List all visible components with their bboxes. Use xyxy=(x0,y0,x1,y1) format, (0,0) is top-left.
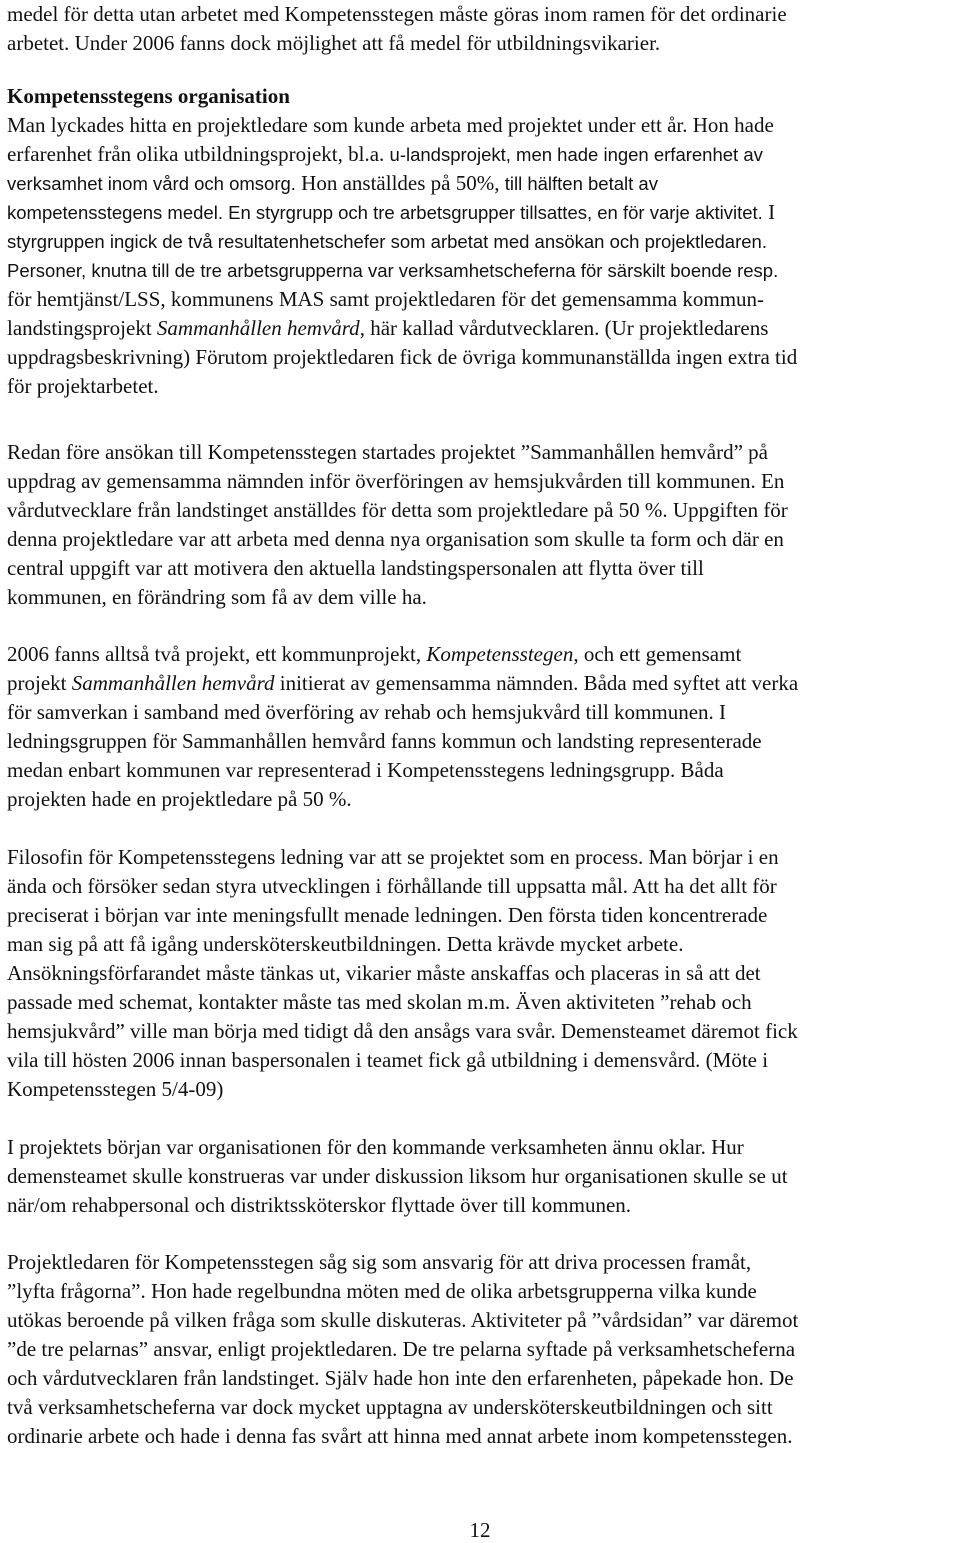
text-line: medan enbart kommunen var representerad i Kompetensstegens ledningsgrupp. Båda xyxy=(7,758,724,782)
text-line: ”de tre pelarnas” ansvar, enligt projektledaren. De tre pelarna syftade på verksamhetscheferna xyxy=(7,1337,796,1361)
text-line xyxy=(7,256,797,285)
paragraph-5 xyxy=(7,843,798,1104)
text-line xyxy=(7,169,797,198)
text-line: vårdutvecklare från landstinget anställdes för detta som projektledare på 50 %. Uppgiften för xyxy=(7,498,788,522)
text-line: Kompetensstegen 5/4-09) xyxy=(7,1077,224,1101)
text-line: Projektledaren för Kompetensstegen såg sig som ansvarig för att driva processen framåt, xyxy=(7,1250,752,1274)
paragraph-3 xyxy=(7,438,788,612)
text-line: för samverkan i samband med överföring av rehab och hemsjukvård till kommunen. I xyxy=(7,700,727,724)
text-line: uppdrag av gemensamma nämnden inför överföringen av hemsjukvården till kommunen. En xyxy=(7,469,785,493)
text-line: och vårdutvecklaren från landstinget. Själv hade hon inte den erfarenheten, påpekade hon. De xyxy=(7,1366,794,1390)
text-line: denna projektledare var att arbeta med denna nya organisation som skulle ta form och där en xyxy=(7,527,784,551)
text-line: för hemtjänst/LSS, kommunens MAS samt projektledaren för det gemensamma kommun- xyxy=(7,287,765,311)
text-line: man sig på att få igång undersköterskeutbildningen. Detta krävde mycket arbete. xyxy=(7,932,684,956)
text-line: arbetet. Under 2006 fanns dock möjlighet att få medel för utbildningsvikarier. xyxy=(7,31,661,55)
text-span: initierat av gemensamma nämnden. Båda med syftet att verka xyxy=(274,671,799,695)
text-span-sans: kompetensstegens medel. xyxy=(7,202,223,223)
text-line: medel för detta utan arbetet med Kompetensstegen måste göras inom ramen för det ordinarie xyxy=(7,2,787,26)
section-heading: Kompetensstegens organisation xyxy=(7,84,290,108)
text-line: passade med schemat, kontakter måste tas med skolan m.m. Även aktiviteten ”rehab och xyxy=(7,990,752,1014)
text-span-sans: Personer, knutna till de tre arbetsgrupperna var verksamhetscheferna för särskilt boende resp. xyxy=(7,260,779,281)
text-line: projekten hade en projektledare på 50 %. xyxy=(7,787,352,811)
italic-span: Sammanhållen hemvård xyxy=(71,671,275,695)
text-line: utökas beroende på vilken fråga som skulle diskuteras. Aktiviteter på ”vårdsidan” var däremot xyxy=(7,1308,799,1332)
text-span-sans: u-landsprojekt, men hade ingen erfarenhet av xyxy=(389,144,763,165)
paragraph-2 xyxy=(7,82,797,401)
text-line: uppdragsbeskrivning) Förutom projektledaren fick de övriga kommunanställda ingen extra tid xyxy=(7,345,798,369)
text-line xyxy=(7,314,797,343)
text-line xyxy=(7,669,798,698)
text-line: preciserat i början var inte meningsfullt menade ledningen. Den första tiden koncentrerade xyxy=(7,903,768,927)
paragraph-1 xyxy=(7,0,787,58)
text-span-sans: styrgruppen ingick de två resultatenhetschefer som arbetat med ansökan och projektledaren. xyxy=(7,231,767,252)
text-line xyxy=(7,640,798,669)
paragraph-7 xyxy=(7,1248,798,1451)
text-line: ordinarie arbete och hade i denna fas svårt att hinna med annat arbete inom kompetensstegen. xyxy=(7,1424,793,1448)
paragraph-6 xyxy=(7,1133,788,1220)
text-line: två verksamhetscheferna var dock mycket upptagna av undersköterskeutbildningen och sitt xyxy=(7,1395,773,1419)
italic-span: Sammanhållen hemvård xyxy=(156,316,360,340)
text-span: Hon anställdes på 50%, xyxy=(295,171,505,195)
text-line: kommunen, en förändring som få av dem ville ha. xyxy=(7,585,427,609)
text-span: , och ett gemensamt xyxy=(573,642,742,666)
text-line: Ansökningsförfarandet måste tänkas ut, vikarier måste anskaffas och placeras in så att det xyxy=(7,961,761,985)
text-line: ända och försöker sedan styra utvecklingen i förhållande till uppsatta mål. Att ha det allt för xyxy=(7,874,777,898)
text-span: projekt xyxy=(7,671,72,695)
text-line: ”lyfta frågorna”. Hon hade regelbundna möten med de olika arbetsgrupperna vilka kunde xyxy=(7,1279,757,1303)
text-line: Filosofin för Kompetensstegens ledning var att se projektet som en process. Man börjar i en xyxy=(7,845,779,869)
text-span: 2006 fanns alltså två projekt, ett kommunprojekt, xyxy=(7,642,427,666)
text-line: vila till hösten 2006 innan baspersonalen i teamet fick gå utbildning i demensvård. (Möte i xyxy=(7,1048,769,1072)
text-line: demensteamet skulle konstrueras var under diskussion liksom hur organisationen skulle se ut xyxy=(7,1164,788,1188)
text-span-sans: till hälften betalt av xyxy=(504,173,658,194)
paragraph-4 xyxy=(7,640,798,814)
text-span: erfarenhet från olika utbildningsprojekt, bl.a. xyxy=(7,142,390,166)
text-line: hemsjukvård” ville man börja med tidigt då den ansågs vara svår. Demensteamet däremot fick xyxy=(7,1019,798,1043)
text-line: I projektets början var organisationen för den kommande verksamheten ännu oklar. Hur xyxy=(7,1135,744,1159)
text-span-sans: verksamhet inom vård och omsorg. xyxy=(7,173,296,194)
text-span: I xyxy=(762,200,776,224)
text-line: för projektarbetet. xyxy=(7,374,159,398)
text-line: Redan före ansökan till Kompetensstegen startades projektet ”Sammanhållen hemvård” på xyxy=(7,440,768,464)
text-line xyxy=(7,140,797,169)
text-span: landstingsprojekt xyxy=(7,316,157,340)
text-line xyxy=(7,198,797,227)
italic-span: Kompetensstegen xyxy=(426,642,574,666)
text-line: när/om rehabpersonal och distriktssköterskor flyttade över till kommunen. xyxy=(7,1193,632,1217)
text-line: central uppgift var att motivera den aktuella landstingspersonalen att flytta över till xyxy=(7,556,704,580)
text-span-sans: En styrgrupp och tre arbetsgrupper tillsattes, en för varje aktivitet. xyxy=(222,202,763,223)
text-line: Man lyckades hitta en projektledare som kunde arbeta med projektet under ett år. Hon hade xyxy=(7,113,774,137)
text-span: , här kallad vårdutvecklaren. (Ur projektledarens xyxy=(359,316,769,340)
text-line: ledningsgruppen för Sammanhållen hemvård fanns kommun och landsting representerade xyxy=(7,729,762,753)
page-number: 12 xyxy=(469,1518,491,1542)
text-line xyxy=(7,227,797,256)
